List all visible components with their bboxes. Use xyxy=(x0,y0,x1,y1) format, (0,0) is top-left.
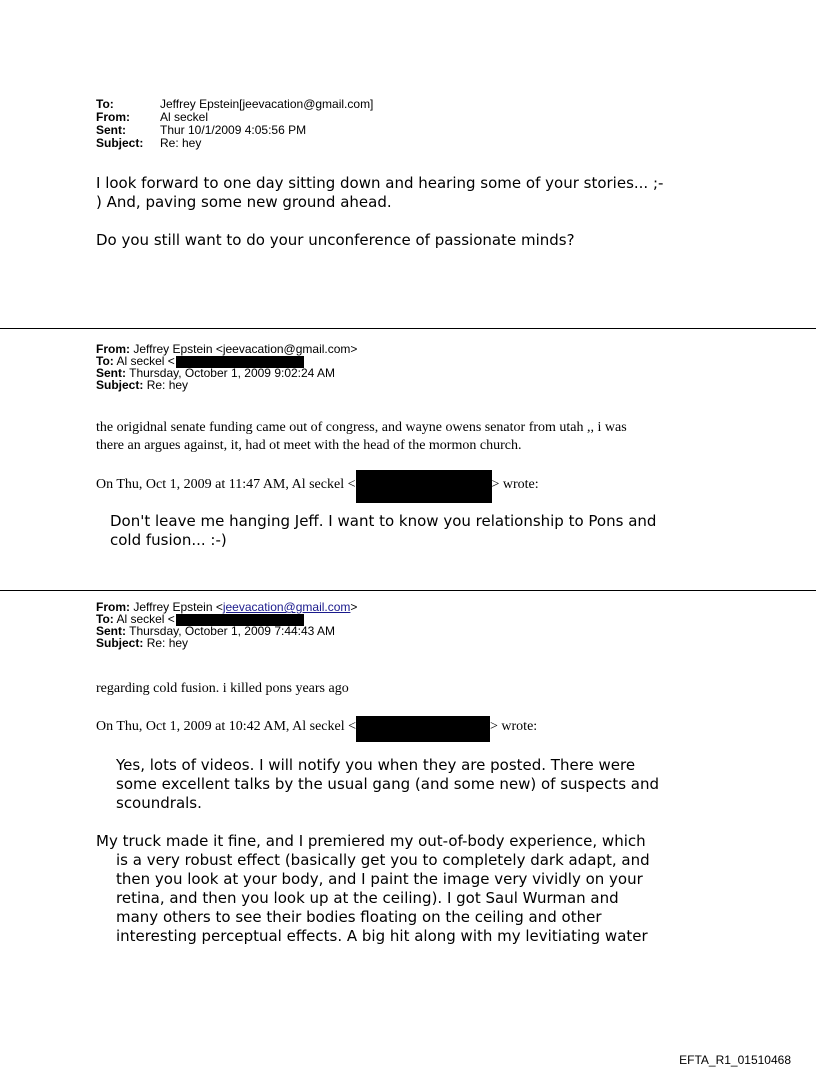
email1-header xyxy=(96,98,696,150)
quote-line: many others to see their bodies floating on the ceiling and other xyxy=(116,908,602,926)
sent-label: Sent: xyxy=(96,123,126,137)
divider xyxy=(0,590,816,591)
email1-body-line: ) And, paving some new ground ahead. xyxy=(96,193,392,211)
subject-value: Re: hey xyxy=(146,636,189,650)
email1-body-line: I look forward to one day sitting down and hearing some of your stories... ;- xyxy=(96,174,664,192)
email2-quote-intro xyxy=(96,470,796,504)
email3-body-line: regarding cold fusion. i killed pons years ago xyxy=(96,681,349,696)
to-label: To: xyxy=(96,354,114,368)
quote-line: scoundrals. xyxy=(116,794,202,812)
subject-label: Subject: xyxy=(96,636,144,650)
sent-label: Sent: xyxy=(96,624,126,638)
document-id: EFTA_R1_01510468 xyxy=(679,1053,791,1067)
quote-line: cold fusion... :-) xyxy=(110,531,227,549)
subject-value: Re: hey xyxy=(146,378,189,392)
subject-label: Subject: xyxy=(96,136,144,150)
from-label: From: xyxy=(96,342,130,356)
email1-body xyxy=(96,174,796,250)
to-value: Jeffrey Epstein[jeevacation@gmail.com] xyxy=(160,97,374,111)
email2-body xyxy=(96,419,796,455)
from-value: Jeffrey Epstein < xyxy=(133,600,223,614)
quote-line: Yes, lots of videos. I will notify you when they are posted. There were xyxy=(116,756,636,774)
email2-from-row xyxy=(96,343,696,355)
email3-subject-row xyxy=(96,637,696,649)
to-value: Al seckel < xyxy=(116,612,175,626)
from-value: Jeffrey Epstein <jeevacation@gmail.com> xyxy=(133,342,358,356)
quote-intro-wrote: > wrote: xyxy=(490,719,538,734)
email3-quote xyxy=(116,756,796,813)
email3-body xyxy=(96,680,796,698)
subject-value: Re: hey xyxy=(160,136,202,150)
quote-intro-text: On Thu, Oct 1, 2009 at 11:47 AM, Al seckel < xyxy=(96,477,356,492)
divider xyxy=(0,328,816,329)
to-label: To: xyxy=(96,97,114,111)
quote-line: interesting perceptual effects. A big hit along with my levitiating water xyxy=(116,927,648,945)
quote-line: some excellent talks by the usual gang (and some new) of suspects and xyxy=(116,775,660,793)
from-value: Al seckel xyxy=(160,110,209,124)
sent-value: Thur 10/1/2009 4:05:56 PM xyxy=(160,123,307,137)
email3-quote-continued xyxy=(96,832,796,946)
sent-value: Thursday, October 1, 2009 9:02:24 AM xyxy=(129,366,336,380)
quote-line: is a very robust effect (basically get you to completely dark adapt, and xyxy=(116,851,650,869)
email3-header xyxy=(96,601,696,649)
email2-subject-row xyxy=(96,379,696,391)
quote-line: My truck made it fine, and I premiered my out-of-body experience, which xyxy=(96,832,646,850)
email2-body-line: the origidnal senate funding came out of congress, and wayne owens senator from utah ,, i was xyxy=(96,420,627,435)
to-label: To: xyxy=(96,612,114,626)
from-value-close: > xyxy=(350,600,358,614)
redaction-block xyxy=(356,470,492,503)
email2-quote xyxy=(110,512,790,550)
to-value: Al seckel < xyxy=(116,354,175,368)
from-label: From: xyxy=(96,600,130,614)
email3-quote-intro xyxy=(96,716,796,744)
redaction-block xyxy=(356,716,490,742)
email1-subject-row xyxy=(96,137,696,150)
email2-body-line: there an argues against, it, had ot meet with the head of the mormon church. xyxy=(96,438,522,453)
email2-header xyxy=(96,343,696,391)
sent-value: Thursday, October 1, 2009 7:44:43 AM xyxy=(129,624,336,638)
quote-intro-wrote: > wrote: xyxy=(491,477,539,492)
quote-line: Don't leave me hanging Jeff. I want to know you relationship to Pons and xyxy=(110,512,657,530)
from-label: From: xyxy=(96,110,130,124)
email-link[interactable]: jeevacation@gmail.com xyxy=(222,600,351,614)
quote-intro-text: On Thu, Oct 1, 2009 at 10:42 AM, Al seckel < xyxy=(96,719,357,734)
email3-from-row xyxy=(96,601,696,613)
quote-line: then you look at your body, and I paint the image very vividly on your xyxy=(116,870,643,888)
email1-body-line: Do you still want to do your unconference of passionate minds? xyxy=(96,231,575,249)
quote-line: retina, and then you look up at the ceiling). I got Saul Wurman and xyxy=(116,889,619,907)
subject-label: Subject: xyxy=(96,378,144,392)
sent-label: Sent: xyxy=(96,366,126,380)
